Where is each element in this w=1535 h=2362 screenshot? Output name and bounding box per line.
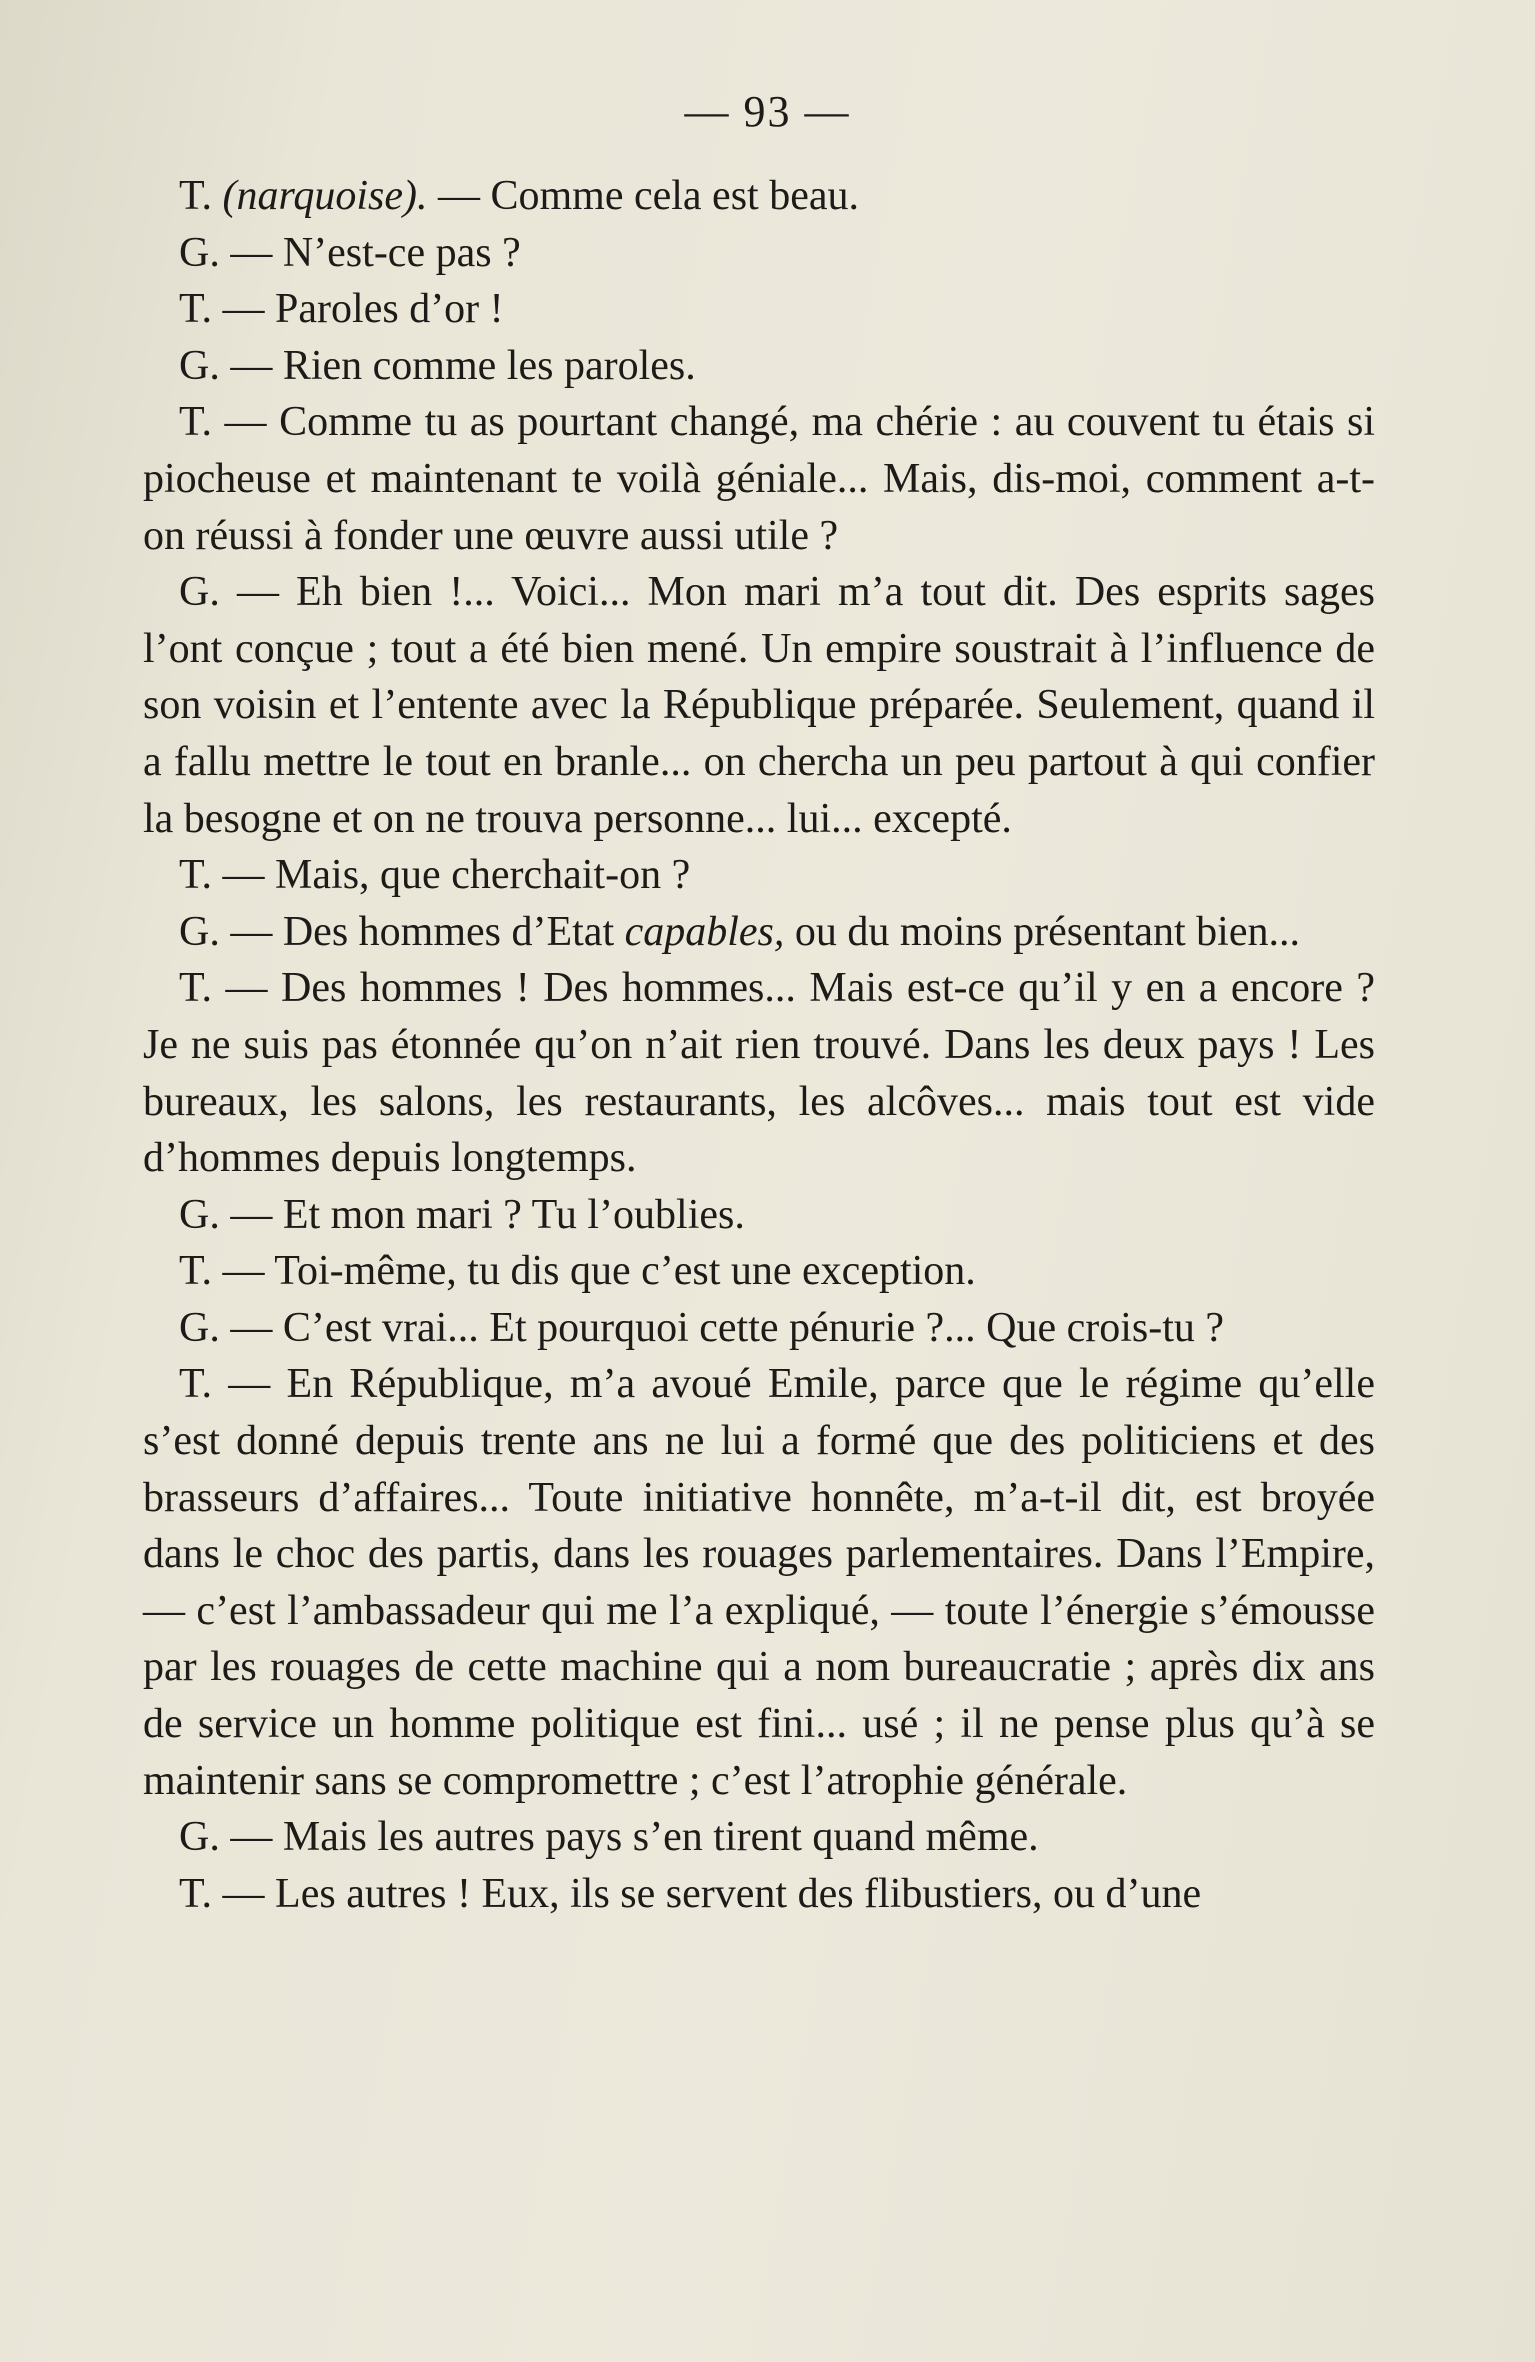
speaker: G. bbox=[179, 908, 220, 955]
paragraph bbox=[143, 1809, 1375, 1866]
line-text: — Comme tu as pourtant changé, ma chérie : au couvent tu étais si piocheuse et maintenant te voilà géniale... Mais, dis-moi, comment a-t-on réussi à fonder une œuvre aussi utile ? bbox=[143, 399, 1375, 559]
paragraph bbox=[143, 394, 1375, 564]
line-text: — En République, m’a avoué Emile, parce que le régime qu’elle s’est donné depuis trente ans ne lui a formé que des politiciens et des brasseurs d’affaires... Toute initiative honnête, m’a-t-il dit, est broyée dans le choc des partis, dans les rouages parlementaires. Dans l’Empire, — c’est l’ambassadeur qui me l’a expliqué, — toute l’énergie s’émousse par les rouages de cette machine qui a nom bureaucratie ; après dix ans de service un homme politique est fini... usé ; il ne pense plus qu’à se maintenir sans se compromettre ; c’est l’atrophie générale. bbox=[143, 1361, 1375, 1804]
paragraph bbox=[143, 564, 1375, 847]
speaker: G. bbox=[179, 569, 220, 616]
line-text: — Rien comme les paroles. bbox=[219, 342, 696, 389]
page-number: — 93 — bbox=[684, 87, 851, 136]
paragraph bbox=[143, 168, 1375, 225]
dialogue-text bbox=[143, 168, 1375, 1922]
line-text: — Et mon mari ? Tu l’oublies. bbox=[219, 1191, 745, 1238]
paragraph bbox=[143, 904, 1375, 961]
speaker: G. bbox=[179, 229, 220, 276]
paragraph bbox=[143, 225, 1375, 282]
speaker: T. bbox=[179, 965, 213, 1012]
line-text: — Toi-même, tu dis que c’est une exception. bbox=[212, 1248, 976, 1295]
paragraph bbox=[143, 1300, 1375, 1357]
speaker: T. bbox=[179, 286, 213, 333]
paragraph bbox=[143, 1187, 1375, 1244]
line-text: — Des hommes d’Etat bbox=[219, 908, 625, 955]
line-text: — Les autres ! Eux, ils se servent des flibustiers, ou d’une bbox=[212, 1870, 1202, 1917]
speaker: G. bbox=[179, 1814, 220, 1861]
speaker: T. bbox=[179, 173, 213, 219]
paragraph bbox=[143, 960, 1375, 1186]
speaker: G. bbox=[179, 1304, 220, 1351]
paragraph bbox=[143, 1866, 1375, 1923]
paragraph bbox=[143, 1243, 1375, 1300]
speaker: G. bbox=[179, 1191, 220, 1238]
line-text: — Mais, que cherchait-on ? bbox=[212, 852, 691, 899]
line-text: — N’est-ce pas ? bbox=[219, 229, 521, 276]
stage-direction: (narquoise). bbox=[222, 173, 428, 219]
line-text: — C’est vrai... Et pourquoi cette pénurie ?... Que crois-tu ? bbox=[219, 1304, 1225, 1351]
speaker: T. bbox=[179, 1248, 213, 1295]
paragraph bbox=[143, 847, 1375, 904]
line-text: — Des hommes ! Des hommes... Mais est-ce qu’il y en a encore ? Je ne suis pas étonnée qu’on n’ait rien trouvé. Dans les deux pays ! Les bureaux, les salons, les restaurants, les alcôves... mais tout est vide d’hommes depuis longtemps. bbox=[143, 965, 1375, 1182]
line-text: — Eh bien !... Voici... Mon mari m’a tout dit. Des esprits sages l’ont conçue ; tout a été bien mené. Un empire soustrait à l’influence de son voisin et l’entente avec la République préparée. Seulement, quand il a fallu mettre le tout en branle... on chercha un peu partout à qui confier la besogne et on ne trouva personne... lui... excepté. bbox=[143, 569, 1375, 842]
emphasis: capables, bbox=[624, 908, 785, 955]
speaker: T. bbox=[179, 1361, 213, 1408]
speaker: T. bbox=[179, 1870, 213, 1917]
speaker: G. bbox=[179, 342, 220, 389]
paragraph bbox=[143, 281, 1375, 338]
line-text: ou du moins présentant bien... bbox=[784, 908, 1300, 955]
paragraph bbox=[143, 1356, 1375, 1809]
paragraph bbox=[143, 338, 1375, 395]
line-text: — Mais les autres pays s’en tirent quand même. bbox=[219, 1814, 1039, 1861]
speaker: T. bbox=[179, 852, 213, 899]
line-text: — Comme cela est beau. bbox=[427, 173, 859, 219]
speaker: T. bbox=[179, 399, 213, 446]
line-text: — Paroles d’or ! bbox=[212, 286, 504, 333]
